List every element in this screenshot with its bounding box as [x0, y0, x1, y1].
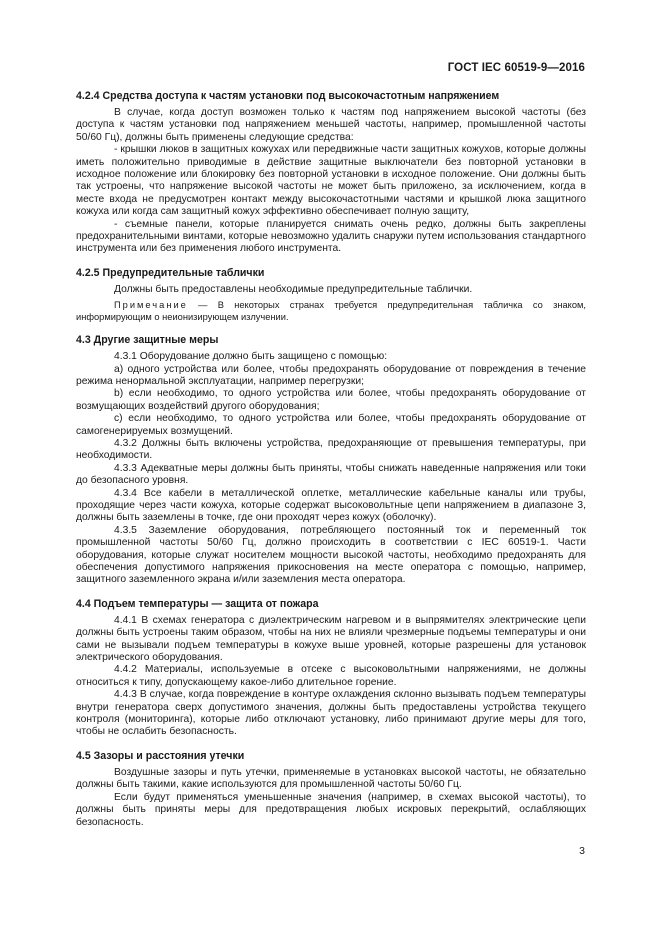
body-paragraph: Воздушные зазоры и путь утечки, применяемые в установках высокой частоты, не обязательно должны быть такими, какие используются для промышленной частоты 50/60 Гц. [76, 766, 586, 791]
body-paragraph: b) если необходимо, то одного устройства или более, чтобы предохранять оборудование от возмущающих воздействий другого оборудования; [76, 388, 586, 412]
body-paragraph: Если будут применяться уменьшенные значения (например, в схемах высокой частоты), то должны быть приняты меры для предотвращения любых искровых перекрытий, ослабляющих безопасность. [76, 791, 586, 828]
body-paragraph: Должны быть предоставлены необходимые предупредительные таблички. [114, 283, 473, 295]
standard-code-header: ГОСТ IEC 60519-9—2016 [447, 62, 585, 74]
page-number: 3 [579, 845, 585, 857]
note-text: — В некоторых странах требуется предупредительная табличка со знаком, информирующим о неионизирующем излучении. [76, 300, 586, 322]
note-label: Примечание [114, 300, 188, 311]
body-paragraph: 4.4.1 В схемах генератора с диэлектрическим нагревом и в выпрямителях электрические цепи должны быть устроены таким образом, чтобы на них не влияли чрезмерные подъемы температуры и они сами не вызывали подъем температуры в кожухе выше уровней, которые разрешены для установок электрического оборудования. [76, 614, 586, 664]
body-paragraph: 4.3.4 Все кабели в металлической оплетке, металлические кабельные каналы или трубы, проходящие через части кожуха, которые содержат высоковольтные цепи напряжением в диапазоне 3, должны быть заземлены в точке, где они проходят через кожух (оболочку). [76, 487, 586, 524]
body-paragraph: - крышки люков в защитных кожухах или передвижные части защитных кожухов, которые должны иметь положительно приводимые в действие защитные выключатели без повторной установки в исходное положение или блокировку без повторной установки в исходное положение. Они должны быть так устроены, что напряжение высокой частоты не может быть приложено, за исключением, когда в месте входа не предусмотрен контакт между высокочастотными частями и крышкой люка защитного кожуха или когда сам защитный кожух эффективно обеспечивает полную защиту, [76, 144, 586, 218]
document-body [76, 90, 586, 829]
body-paragraph: c) если необходимо, то одного устройства или более, чтобы предохранять оборудование от самогенерируемых возмущений. [76, 413, 586, 437]
body-paragraph: 4.4.3 В случае, когда повреждение в контуре охлаждения склонно вызывать подъем температуры внутри генератора сверх допустимого значения, должны быть предоставлены устройства текущего контроля (мониторинга), которые либо отключают установку, либо принимают другие меры для того, чтобы не ослабить безопасность. [76, 689, 586, 738]
body-paragraph: В случае, когда доступ возможен только к частям под напряжением высокой частоты (без доступа к частям установки под напряжением меньшей частоты, например, промышленной частоты 50/60 Гц), должны быть применены следующие средства: [76, 107, 586, 143]
body-paragraph: - съемные панели, которые планируется снимать очень редко, должны быть закреплены предохранительными винтами, которые невозможно удалить снаружи путем использования стандартного инструмента или без применения любого инструмента. [76, 218, 586, 255]
section-heading: 4.4 Подъем температуры — защита от пожара [76, 597, 319, 610]
body-paragraph: 4.3.2 Должны быть включены устройства, предохраняющие от превышения температуры, при необходимости. [76, 437, 586, 462]
section-gap [76, 587, 586, 592]
body-paragraph: 4.3.5 Заземление оборудования, потребляющего постоянный ток и переменный ток промышленной частоты 50/60 Гц, должно происходить в соответствии с IEC 60519-1. Части оборудования, которые служат носителем мощности высокой частоты, необходимо предохранять для обеспечения допустимого напряжения прикосновения на месте оператора с помощью, например, защитного заземленного экрана и/или заземления места оператора. [76, 524, 586, 586]
section-heading: 4.2.4 Средства доступа к частям установки под высокочастотным напряжением [76, 90, 500, 102]
note-paragraph [76, 300, 586, 323]
section-heading: 4.5 Зазоры и расстояния утечки [76, 749, 245, 762]
section-heading: 4.2.5 Предупредительные таблички [76, 266, 265, 279]
section-gap [76, 323, 586, 328]
body-paragraph: 4.4.2 Материалы, используемые в отсеке с высоковольтными напряжениями, не должны относиться к типу, допускающему какое-либо длительное горение. [76, 664, 586, 688]
section-gap [76, 739, 586, 744]
body-paragraph: a) одного устройства или более, чтобы предохранять оборудование от повреждения в течение режима ненормальной эксплуатации, например перегрузки; [76, 363, 586, 387]
section-gap [76, 256, 586, 261]
body-paragraph: 4.3.3 Адекватные меры должны быть приняты, чтобы снижать наведенные напряжения или токи до безопасного уровня. [76, 462, 586, 487]
section-heading: 4.3 Другие защитные меры [76, 334, 219, 347]
body-paragraph: 4.3.1 Оборудование должно быть защищено с помощью: [114, 351, 388, 363]
